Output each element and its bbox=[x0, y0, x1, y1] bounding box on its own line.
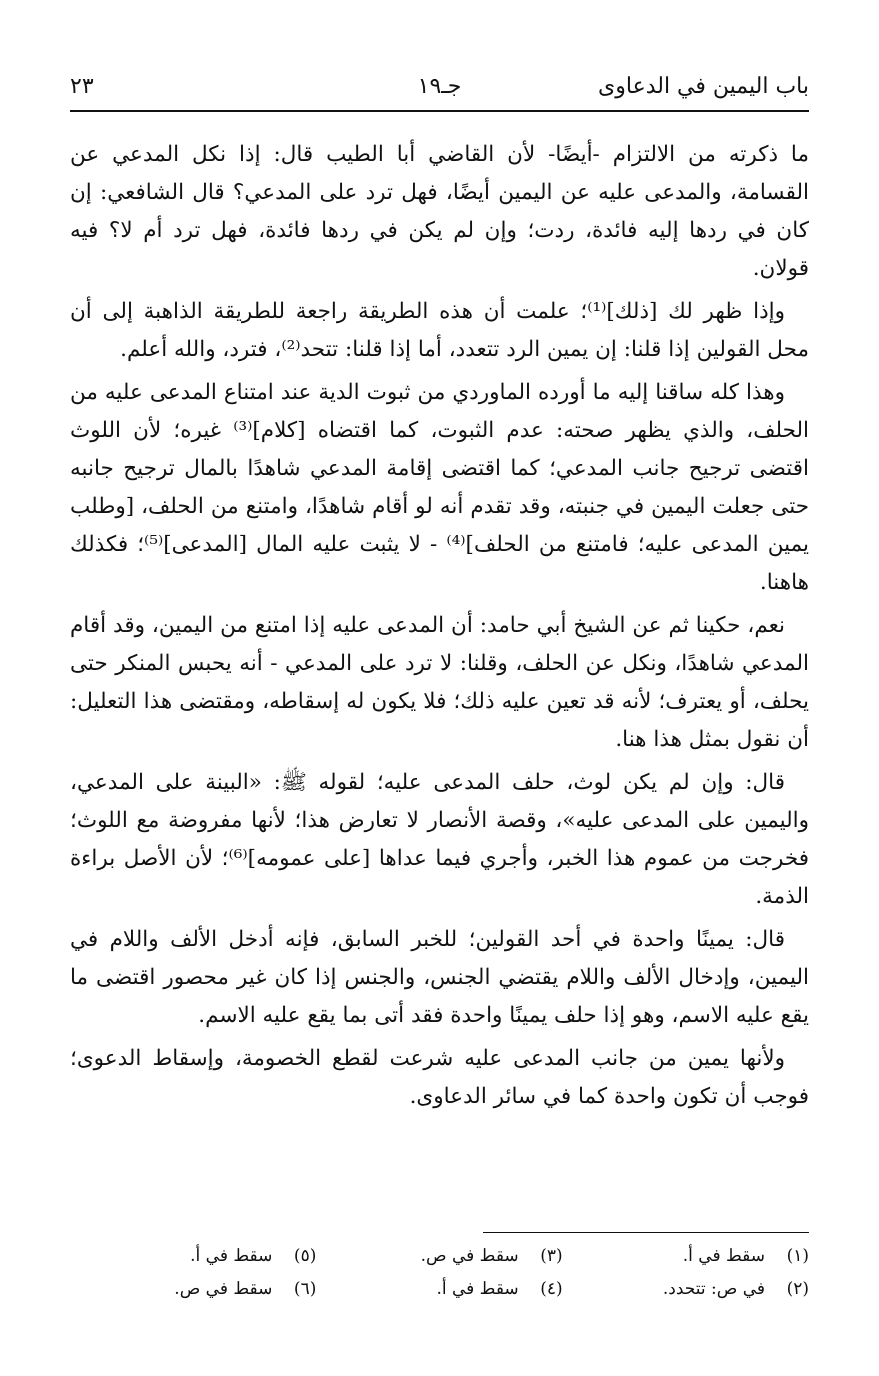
running-title: باب اليمين في الدعاوى bbox=[598, 74, 809, 99]
footnote bbox=[70, 1273, 316, 1306]
paragraph: وإذا ظهر لك [ذلك]⁽¹⁾؛ علمت أن هذه الطريقة راجعة للطريقة الذاهبة إلى أن محل القولين إذا قلنا: إن يمين الرد تتعدد، أما إذا قلنا: تتحد⁽²⁾، فترد، والله أعلم. bbox=[70, 299, 809, 362]
paragraph: نعم، حكينا ثم عن الشيخ أبي حامد: أن المدعى عليه إذا امتنع من اليمين، وقد أقام المدعي شاهدًا، ونكل عن الحلف، وقلنا: لا ترد على المدعي - أنه يحبس المنكر حتى يحلف، أو يعترف؛ لأنه قد تعين عليه ذلك؛ فلا يكون له إسقاطه، ومقتضى هذا التعليل: أن نقول بمثل هذا هنا. bbox=[70, 613, 809, 752]
paragraph: قال: وإن لم يكن لوث، حلف المدعى عليه؛ لقوله ﷺ: «البينة على المدعي، واليمين على المدعى عليه»، وقصة الأنصار لا تعارض هذا؛ لأنها مفروضة مع اللوث؛ فخرجت من عموم هذا الخبر، وأجري فيما عداها [على عمومه]⁽⁶⁾؛ لأن الأصل براءة الذمة. bbox=[70, 770, 809, 909]
footnote-number: (٤) bbox=[540, 1279, 563, 1299]
footnote bbox=[563, 1240, 809, 1273]
paragraph: قال: يمينًا واحدة في أحد القولين؛ للخبر السابق، فإنه أدخل الألف واللام في اليمين، وإدخال الألف واللام يقتضي الجنس، والجنس إذا كان غير محصور اقتضى ما يقع عليه الاسم، وهو إذا حلف يمينًا واحدة فقد أتى بما يقع عليه الاسم. bbox=[70, 927, 809, 1028]
footnote-text: سقط في ص. bbox=[174, 1279, 273, 1299]
footnote-text: في ص: تتحدد. bbox=[662, 1279, 765, 1299]
volume-number: جـ١٩ bbox=[417, 74, 462, 99]
page-header bbox=[70, 70, 809, 112]
paragraph: ولأنها يمين من جانب المدعى عليه شرعت لقطع الخصومة، وإسقاط الدعوى؛ فوجب أن تكون واحدة كما في سائر الدعاوى. bbox=[70, 1046, 809, 1109]
page-number: ٢٣ bbox=[70, 74, 94, 99]
footnote-number: (١) bbox=[786, 1246, 809, 1266]
footnote-number: (٦) bbox=[293, 1279, 317, 1299]
footnote-number: (٣) bbox=[540, 1246, 563, 1266]
footnote-number: (٢) bbox=[786, 1279, 809, 1299]
footnote bbox=[70, 1240, 316, 1273]
paragraph: وهذا كله ساقنا إليه ما أورده الماوردي من ثبوت الدية عند امتناع المدعى عليه من الحلف، والذي يظهر صحته: عدم الثبوت، كما اقتضاه [كلام]⁽³⁾ غيره؛ لأن اللوث اقتضى ترجيح جانب المدعي؛ كما اقتضى إقامة المدعي شاهدًا بالمال ترجيح جانبه حتى جعلت اليمين في جنبته، وقد تقدم أنه لو أقام شاهدًا، وامتنع من الحلف، [وطلب يمين المدعى عليه؛ فامتنع من الحلف]⁽⁴⁾ - لا يثبت عليه المال [المدعى]⁽⁵⁾؛ فكذلك هاهنا. bbox=[70, 380, 809, 595]
footnote bbox=[316, 1273, 562, 1306]
footnote bbox=[316, 1240, 562, 1273]
footnote-text: سقط في ص. bbox=[420, 1246, 519, 1266]
footnote-text: سقط في أ. bbox=[682, 1246, 765, 1266]
footnote-number: (٥) bbox=[293, 1246, 317, 1266]
footnote-text: سقط في أ. bbox=[436, 1279, 519, 1299]
footnote bbox=[563, 1273, 809, 1306]
footnote-divider bbox=[483, 1232, 809, 1233]
footnotes bbox=[70, 1240, 809, 1310]
footnote-text: سقط في أ. bbox=[190, 1246, 273, 1266]
main-text bbox=[70, 136, 809, 1121]
paragraph: ما ذكرته من الالتزام -أيضًا- لأن القاضي أبا الطيب قال: إذا نكل المدعي عن القسامة، والمدعى عليه عن اليمين أيضًا، فهل ترد على المدعي؟ قال الشافعي: إن كان في ردها إليه فائدة، ردت؛ وإن لم يكن في ردها فائدة، فهل ترد أم لا؟ فيه قولان. bbox=[70, 142, 809, 281]
